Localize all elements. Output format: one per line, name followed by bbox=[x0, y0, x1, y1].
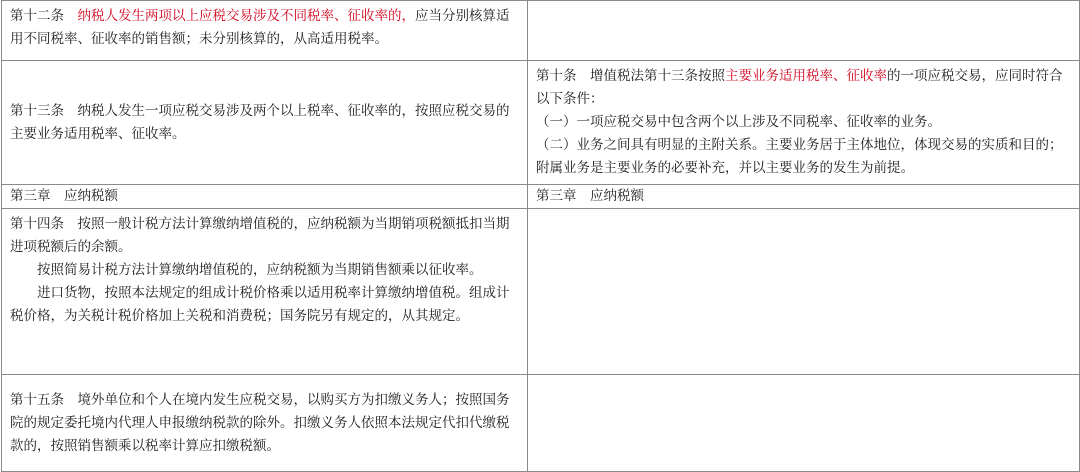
empty-cell bbox=[528, 209, 1080, 375]
regulation-article-10-cell bbox=[528, 61, 1080, 185]
article-13-text: 第十三条 纳税人发生一项应税交易涉及两个以上税率、征收率的，按照应税交易的主要业务适用税率、征收率。 bbox=[10, 102, 510, 142]
article-15-text: 第十五条 境外单位和个人在境内发生应税交易，以购买方为扣缴义务人；按照国务院的规定委托境内代理人申报缴纳税款的除外。扣缴义务人依照本法规定代扣代缴税款的，按照销售额乘以税率计算应扣缴税额。 bbox=[10, 392, 510, 454]
article-10-item-2: （二）业务之间具有明显的主附关系。主要业务居于主体地位，体现交易的实质和目的；附属业务是主要业务的必要补充，并以主要业务的发生为前提。 bbox=[536, 137, 1063, 176]
article-14-cell bbox=[2, 209, 528, 375]
table-row bbox=[2, 1, 1080, 61]
chapter-3-heading-left: 第三章 应纳税额 bbox=[2, 185, 528, 209]
table-row bbox=[2, 375, 1080, 472]
article-12-cell bbox=[2, 1, 528, 61]
article-10-item-1: （一）一项应税交易中包含两个以上涉及不同税率、征收率的业务。 bbox=[536, 114, 941, 130]
table-row bbox=[2, 209, 1080, 375]
table-row bbox=[2, 61, 1080, 185]
article-14-para-3: 进口货物，按照本法规定的组成计税价格乘以适用税率计算缴纳增值税。组成计税价格，为关税计税价格加上关税和消费税；国务院另有规定的，从其规定。 bbox=[10, 285, 510, 324]
article-12-highlight: 纳税人发生两项以上应税交易涉及不同税率、征收率的， bbox=[77, 8, 415, 24]
article-14-para-2: 按照简易计税方法计算缴纳增值税的，应纳税额为当期销售额乘以征收率。 bbox=[37, 262, 483, 278]
empty-cell bbox=[528, 375, 1080, 472]
comparison-table bbox=[1, 0, 1080, 472]
article-10-prefix: 第十条 增值税法第十三条按照 bbox=[536, 68, 725, 84]
article-14-para-1: 第十四条 按照一般计税方法计算缴纳增值税的，应纳税额为当期销项税额抵扣当期进项税额后的余额。 bbox=[10, 216, 510, 255]
article-15-cell bbox=[2, 375, 528, 472]
article-12-prefix: 第十二条 bbox=[10, 8, 78, 24]
empty-cell bbox=[528, 1, 1080, 61]
article-13-cell bbox=[2, 61, 528, 185]
table-row bbox=[2, 185, 1080, 209]
chapter-3-heading-right: 第三章 应纳税额 bbox=[528, 185, 1080, 209]
article-10-highlight: 主要业务适用税率、征收率 bbox=[725, 68, 887, 84]
article-10-suffix: 的一项应税交易，应同时符合以下条件： bbox=[536, 68, 1063, 107]
article-12-suffix: 应当分别核算适用不同税率、征收率的销售额；未分别核算的，从高适用税率。 bbox=[10, 8, 510, 47]
